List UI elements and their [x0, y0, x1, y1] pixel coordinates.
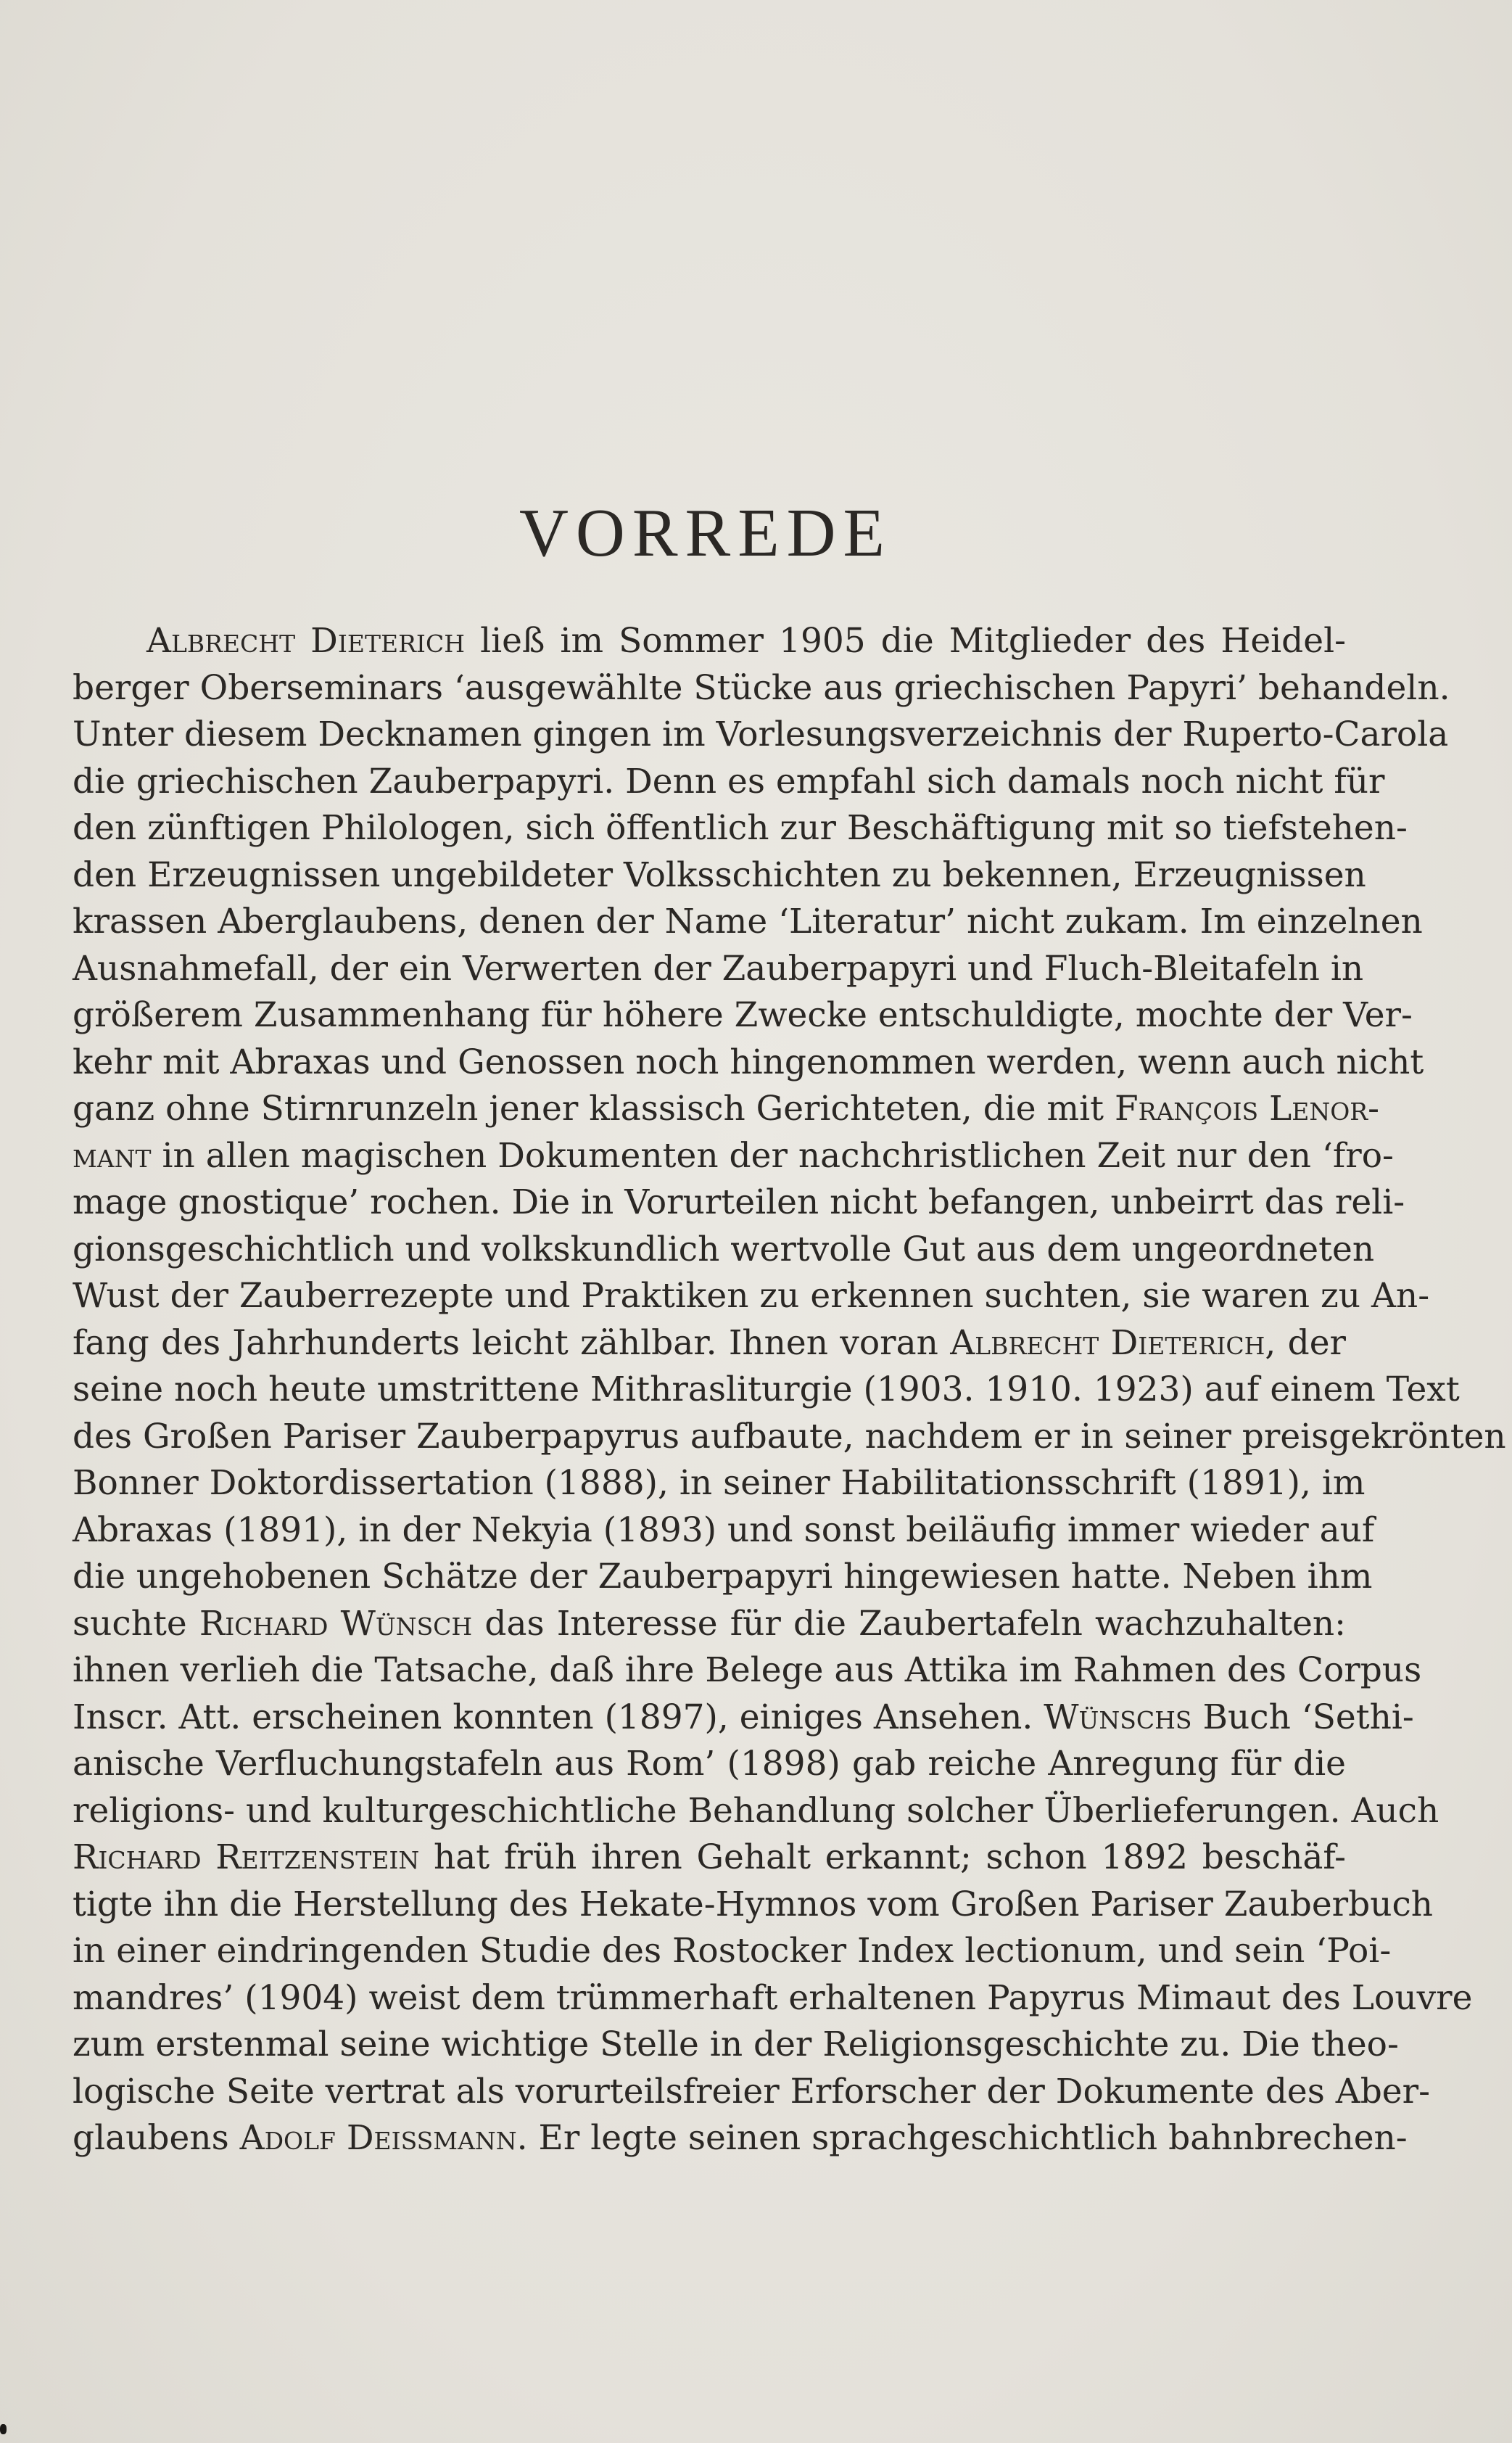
author-name: Albrecht Dieterich: [146, 621, 465, 661]
text-run: seine noch heute umstrittene Mithrasliturgie (1903. 1910. 1923) auf einem Text: [73, 1369, 1460, 1409]
text-line: [73, 1460, 1366, 1507]
text-run: krassen Aberglaubens, denen der Name ‘Literatur’ nicht zukam. Im einzelnen: [73, 902, 1423, 942]
text-run: kehr mit Abraxas und Genossen noch hingenommen werden, wenn auch nicht: [73, 1042, 1424, 1082]
text-run: logische Seite vertrat als vorurteilsfreier Erforscher der Dokumente des Aber-: [73, 2071, 1430, 2112]
text-run: die ungehobenen Schätze der Zauberpapyri hingewiesen hatte. Neben ihm: [73, 1557, 1373, 1597]
page-title: VORREDE: [519, 495, 892, 571]
text-run: hat früh ihren Gehalt erkannt; schon 1892 beschäf-: [419, 1837, 1346, 1877]
text-run: fang des Jahrhunderts leicht zählbar. Ihnen voran: [73, 1322, 951, 1363]
text-run: anische Verfluchungstafeln aus Rom’ (1898) gab reiche Anregung für die: [73, 1744, 1346, 1784]
text-line: [73, 1601, 1346, 1648]
author-name: Wünschs: [1044, 1697, 1192, 1737]
text-line: [73, 899, 1423, 946]
text-run: gionsgeschichtlich und volkskundlich wertvolle Gut aus dem ungeordneten: [73, 1229, 1375, 1269]
text-line: [73, 1320, 1346, 1367]
text-line: [73, 946, 1364, 993]
text-line: [73, 1039, 1424, 1087]
text-run: ließ im Sommer 1905 die Mitglieder des Heidel-: [464, 621, 1346, 661]
text-run: mandres’ (1904) weist dem trümmerhaft erhaltenen Papyrus Mimaut des Louvre: [73, 1977, 1473, 2018]
text-run: berger Oberseminars ‘ausgewählte Stücke aus griechischen Papyri’ behandeln.: [73, 667, 1450, 708]
text-run: Unter diesem Decknamen gingen im Vorlesungsverzeichnis der Ruperto-Carola: [73, 714, 1449, 754]
text-run: Ausnahmefall, der ein Verwerten der Zauberpapyri und Fluch-Bleitafeln in: [73, 948, 1364, 989]
text-line: [73, 665, 1450, 712]
text-run: Abraxas (1891), in der Nekyia (1893) und sonst beiläufig immer wieder auf: [73, 1509, 1375, 1550]
author-name: mant: [73, 1135, 152, 1176]
author-name: Richard Wünsch: [199, 1603, 473, 1644]
text-line: [73, 805, 1408, 852]
text-line: [73, 1227, 1375, 1274]
text-run: zum erstenmal seine wichtige Stelle in der Religionsgeschichte zu. Die theo-: [73, 2024, 1399, 2064]
text-line: [73, 2069, 1430, 2116]
author-name: Richard Reitzenstein: [73, 1837, 420, 1877]
text-line: [73, 1554, 1373, 1601]
text-run: die griechischen Zauberpapyri. Denn es empfahl sich damals noch nicht für: [73, 761, 1385, 802]
text-run: in einer eindringenden Studie des Rostocker Index lectionum, und sein ‘Poi-: [73, 1931, 1392, 1971]
text-line: [73, 1273, 1430, 1320]
text-line: [73, 1367, 1460, 1414]
text-run: ihnen verlieh die Tatsache, daß ihre Belege aus Attika im Rahmen des Corpus: [73, 1650, 1422, 1690]
author-name: François Lenor-: [1115, 1089, 1380, 1129]
text-run: größerem Zusammenhang für höhere Zwecke entschuldigte, mochte der Ver-: [73, 995, 1413, 1035]
text-run: tigte ihn die Herstellung des Hekate-Hymnos vom Großen Pariser Zauberbuch: [73, 1884, 1434, 1924]
text-line: [73, 1834, 1346, 1882]
text-run: Inscr. Att. erscheinen konnten (1897), einiges Ansehen.: [73, 1697, 1044, 1737]
text-run: glaubens: [73, 2118, 240, 2158]
text-line: [73, 1507, 1375, 1554]
page-speck: [0, 2424, 7, 2434]
text-line: [73, 992, 1413, 1039]
text-run: , der: [1265, 1322, 1347, 1363]
preface-text: [73, 618, 1506, 2162]
text-line: [73, 618, 1346, 665]
text-run: . Er legte seinen sprachgeschichtlich bahnbrechen-: [516, 2118, 1408, 2158]
text-line: [73, 1741, 1346, 1788]
text-line: [73, 1788, 1439, 1835]
text-line: [73, 852, 1366, 899]
author-name: Albrecht Dieterich: [950, 1322, 1265, 1363]
text-line: [73, 2115, 1408, 2162]
text-run: das Interesse für die Zaubertafeln wachzuhalten:: [472, 1603, 1347, 1644]
text-line: [73, 1086, 1380, 1133]
text-line: [73, 712, 1449, 759]
text-run: suchte: [73, 1603, 199, 1644]
text-run: Wust der Zauberrezepte und Praktiken zu erkennen suchten, sie waren zu An-: [73, 1276, 1430, 1316]
text-line: [73, 1179, 1405, 1227]
text-line: [73, 1414, 1506, 1461]
text-run: Bonner Doktordissertation (1888), in seiner Habilitationsschrift (1891), im: [73, 1463, 1366, 1503]
text-line: [73, 1694, 1414, 1742]
text-line: [73, 1133, 1394, 1180]
text-line: [73, 2022, 1399, 2069]
text-run: den Erzeugnissen ungebildeter Volksschichten zu bekennen, Erzeugnissen: [73, 854, 1366, 895]
text-line: [73, 1928, 1392, 1975]
text-line: [73, 1647, 1422, 1694]
text-run: in allen magischen Dokumenten der nachchristlichen Zeit nur den ‘fro-: [151, 1135, 1394, 1176]
text-run: religions- und kulturgeschichtliche Behandlung solcher Überlieferungen. Auch: [73, 1790, 1439, 1831]
text-line: [73, 1975, 1473, 2022]
text-run: mage gnostique’ rochen. Die in Vorurteilen nicht befangen, unbeirrt das reli-: [73, 1182, 1405, 1222]
text-run: Buch ‘Sethi-: [1191, 1697, 1414, 1737]
text-line: [73, 1882, 1434, 1929]
text-run: den zünftigen Philologen, sich öffentlich zur Beschäftigung mit so tiefstehen-: [73, 808, 1408, 848]
author-name: Adolf Deissmann: [239, 2118, 517, 2158]
text-run: ganz ohne Stirnrunzeln jener klassisch Gerichteten, die mit: [73, 1089, 1115, 1129]
text-line: [73, 759, 1385, 806]
text-run: des Großen Pariser Zauberpapyrus aufbaute, nachdem er in seiner preisgekrönten: [73, 1416, 1506, 1457]
